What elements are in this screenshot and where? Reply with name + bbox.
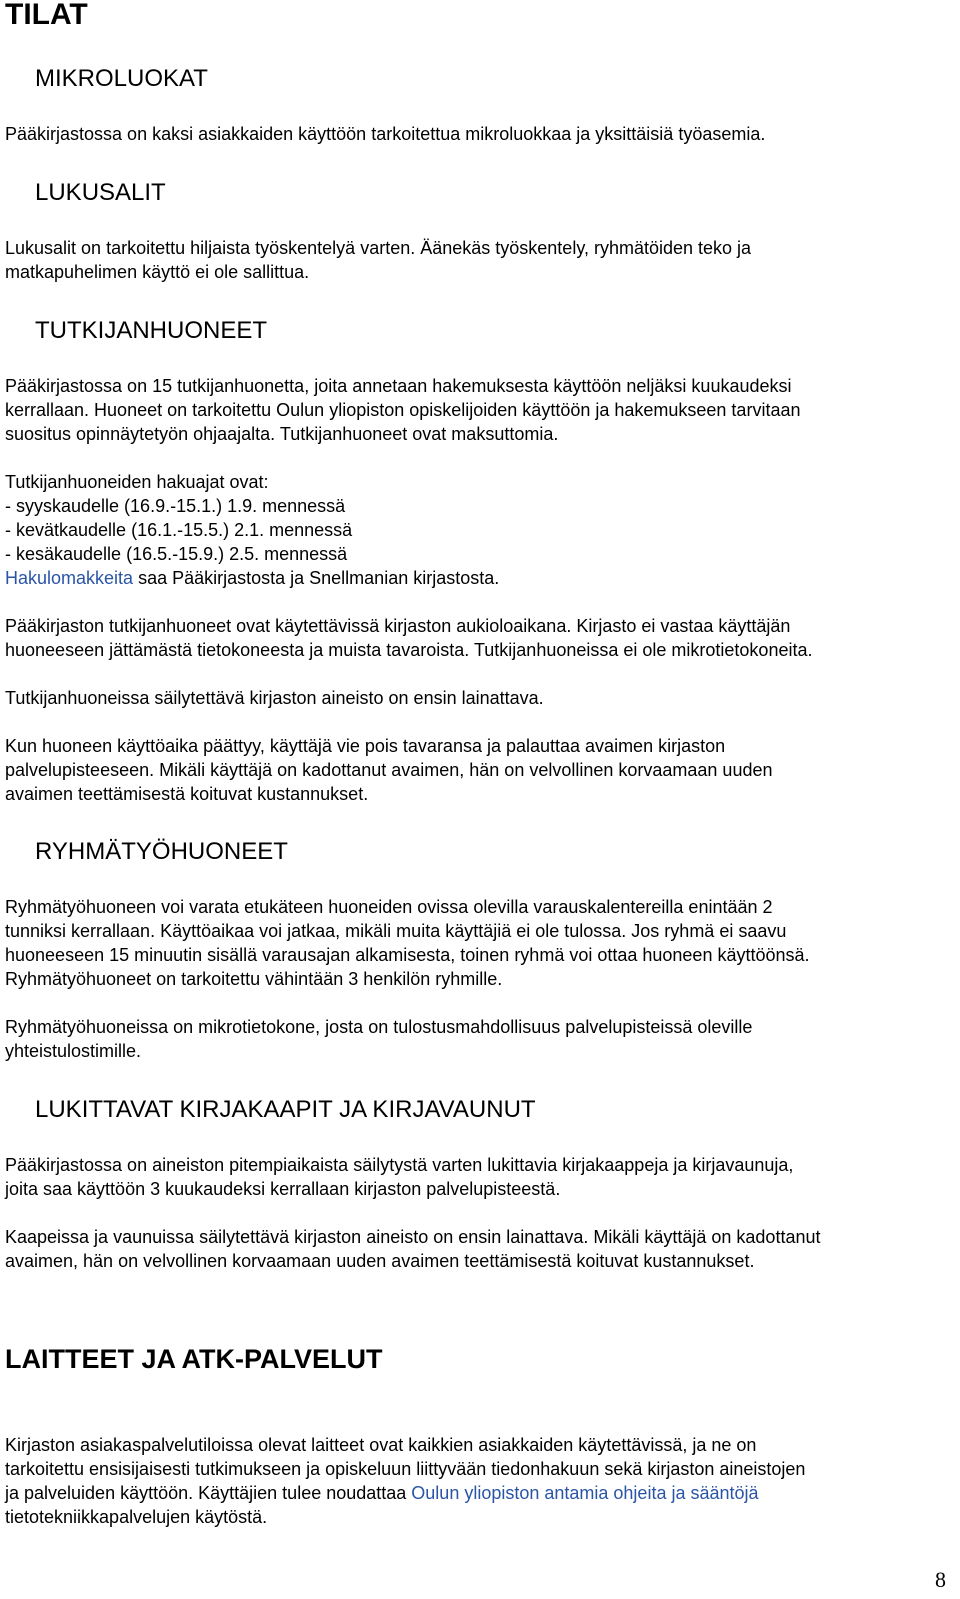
paragraph-line: tarkoitettu ensisijaisesti tutkimukseen ja opiskeluun liittyvään tiedonhakuun sekä kirjaston aineistojen	[5, 1459, 806, 1479]
period-item: - syyskaudelle (16.9.-15.1.) 1.9. mennessä	[5, 496, 346, 516]
page-number: 8	[935, 1567, 946, 1592]
paragraph-line	[5, 1481, 759, 1505]
paragraph-line: joita saa käyttöön 3 kuukaudeksi kerrallaan kirjaston palvelupisteestä.	[5, 1179, 561, 1199]
paragraph-line: kerrallaan. Huoneet on tarkoitettu Oulun yliopiston opiskelijoiden käyttöön ja hakemukseen tarvitaan	[5, 400, 801, 420]
heading-laitteet: LAITTEET JA ATK-PALVELUT	[5, 1344, 383, 1374]
applicants-intro: Tutkijanhuoneiden hakuajat ovat:	[5, 472, 269, 492]
paragraph-line: tunniksi kerrallaan. Käyttöaikaa voi jatkaa, mikäli muita käyttäjiä ei ole tulossa. Jos ryhmä ei saavu	[5, 921, 787, 941]
paragraph-line: huoneeseen 15 minuutin sisällä varausajan alkamisesta, toinen ryhmä voi ottaa huoneen käyttöönsä.	[5, 945, 810, 965]
forms-line-rest: saa Pääkirjastosta ja Snellmanian kirjastosta.	[133, 568, 500, 588]
paragraph-line: Pääkirjaston tutkijanhuoneet ovat käytettävissä kirjaston aukioloaikana. Kirjasto ei vastaa käyttäjän	[5, 616, 791, 636]
paragraph-line: yhteistulostimille.	[5, 1041, 142, 1061]
paragraph-line: Pääkirjastossa on 15 tutkijanhuonetta, joita annetaan hakemuksesta käyttöön neljäksi kuukaudeksi	[5, 376, 792, 396]
paragraph-line: tietotekniikkapalvelujen käytöstä.	[5, 1507, 268, 1527]
heading-lukittavat: LUKITTAVAT KIRJAKAAPIT JA KIRJAVAUNUT	[35, 1096, 536, 1123]
paragraph-line: Tutkijanhuoneissa säilytettävä kirjaston aineisto on ensin lainattava.	[5, 688, 544, 708]
heading-lukusalit: LUKUSALIT	[35, 179, 166, 206]
paragraph-line: Ryhmätyöhuoneen voi varata etukäteen huoneiden ovissa olevilla varauskalentereilla enintään 2	[5, 897, 773, 917]
line3-text: ja palveluiden käyttöön. Käyttäjien tulee noudattaa	[5, 1483, 412, 1503]
paragraph-line: Ryhmätyöhuoneissa on mikrotietokone, josta on tulostusmahdollisuus palvelupisteissä oleville	[5, 1017, 753, 1037]
paragraph-line: Lukusalit on tarkoitettu hiljaista työskentelyä varten. Äänekäs työskentely, ryhmätöiden teko ja	[5, 238, 752, 258]
paragraph-line: Ryhmätyöhuoneet on tarkoitettu vähintään 3 henkilön ryhmille.	[5, 969, 503, 989]
paragraph-line: Pääkirjastossa on kaksi asiakkaiden käyttöön tarkoitettua mikroluokkaa ja yksittäisiä työasemia.	[5, 124, 766, 144]
paragraph-line: palvelupisteeseen. Mikäli käyttäjä on kadottanut avaimen, hän on velvollinen korvaamaan uuden	[5, 760, 773, 780]
heading-mikroluokat: MIKROLUOKAT	[35, 65, 208, 92]
paragraph-line: huoneeseen jättämästä tietokoneesta ja muista tavaroista. Tutkijanhuoneissa ei ole mikrotietokoneita.	[5, 640, 813, 660]
paragraph-line: Kun huoneen käyttöaika päättyy, käyttäjä vie pois tavaransa ja palauttaa avaimen kirjaston	[5, 736, 726, 756]
paragraph-line: suositus opinnäytetyön ohjaajalta. Tutkijanhuoneet ovat maksuttomia.	[5, 424, 559, 444]
period-item: - kevätkaudelle (16.1.-15.5.) 2.1. mennessä	[5, 520, 353, 540]
paragraph-line: Pääkirjastossa on aineiston pitempiaikaista säilytystä varten lukittavia kirjakaappeja ja kirjavaunuja,	[5, 1155, 794, 1175]
rules-link[interactable]: Oulun yliopiston antamia ohjeita ja sääntöjä	[411, 1483, 759, 1503]
heading-tutkijanhuoneet: TUTKIJANHUONEET	[35, 317, 268, 344]
paragraph-line: matkapuhelimen käyttö ei ole sallittua.	[5, 262, 310, 282]
paragraph-line: avaimen, hän on velvollinen korvaamaan uuden avaimen teettämisestä koituvat kustannukset.	[5, 1251, 755, 1271]
paragraph-line: Kirjaston asiakaspalvelutiloissa olevat laitteet ovat kaikkien asiakkaiden käytettävissä, ja ne on	[5, 1435, 757, 1455]
forms-line	[5, 566, 499, 590]
paragraph-line: Kaapeissa ja vaunuissa säilytettävä kirjaston aineisto on ensin lainattava. Mikäli käyttäjä on kadottanut	[5, 1227, 821, 1247]
page-title: TILAT	[5, 0, 88, 31]
heading-ryhmatyohuoneet: RYHMÄTYÖHUONEET	[35, 838, 288, 865]
forms-link[interactable]: Hakulomakkeita	[5, 568, 134, 588]
period-item: - kesäkaudelle (16.5.-15.9.) 2.5. mennessä	[5, 544, 348, 564]
paragraph-line: avaimen teettämisestä koituvat kustannukset.	[5, 784, 369, 804]
